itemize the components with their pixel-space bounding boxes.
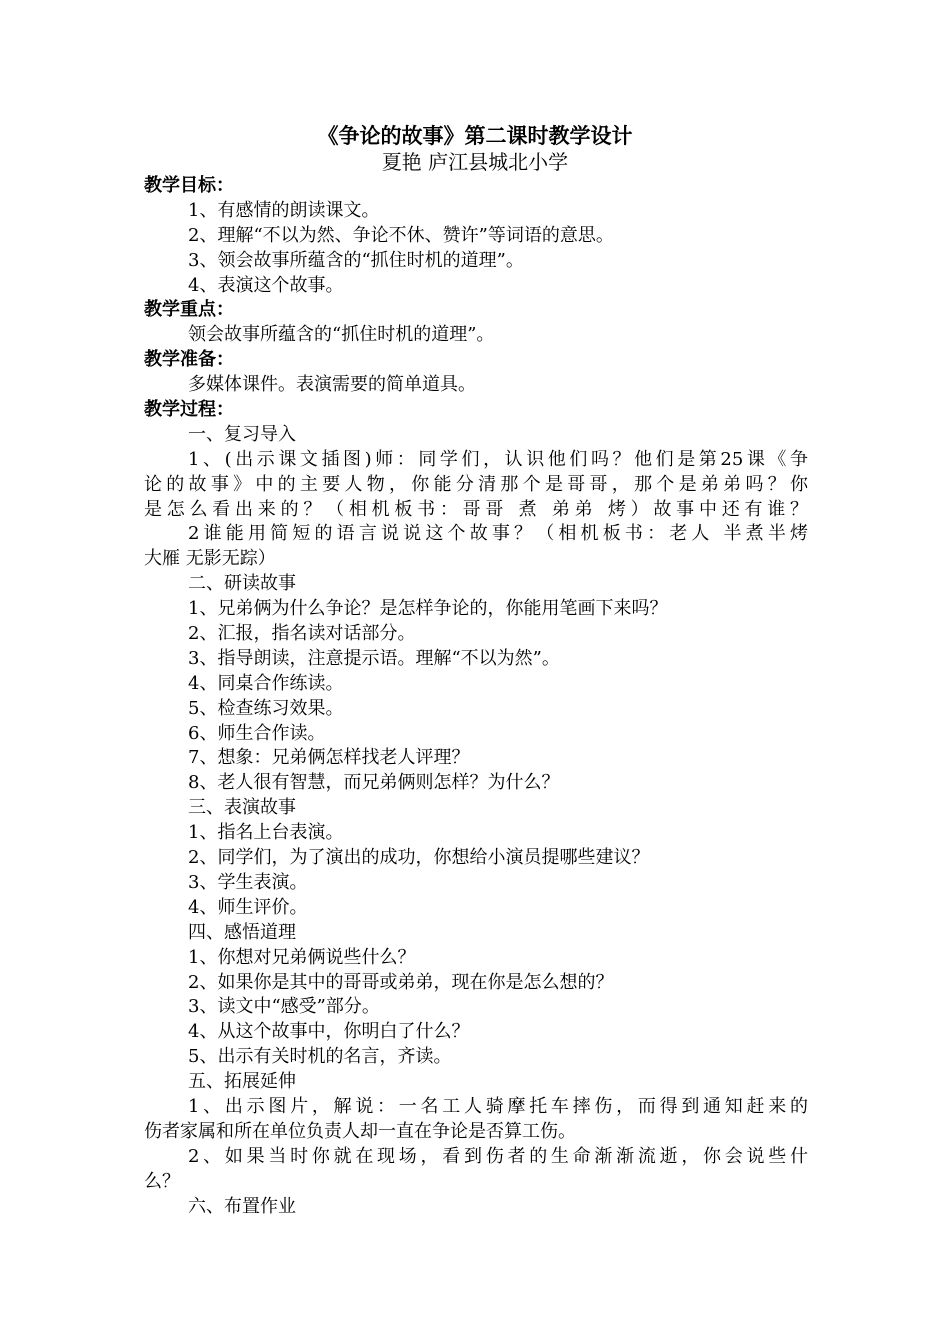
paragraph-line: 2谁能用简短的语言说说这个故事？（相机板书：老人 半煮半烤 [188,523,808,545]
step-item: 2、同学们，为了演出的成功，你想给小演员提哪些建议？ [188,847,650,869]
prep-text: 多媒体课件。表演需要的简单道具。 [188,374,476,396]
step-title: 四、感悟道理 [188,921,296,943]
step-item: 4、师生评价。 [188,896,308,918]
step-item: 6、师生合作读。 [188,722,326,744]
objective-item: 3、领会故事所蕴含的“抓住时机的道理”。 [188,249,524,271]
step-item: 1、指名上台表演。 [188,822,344,844]
step-item: 1、你想对兄弟俩说些什么？ [188,946,416,968]
step-item: 7、想象：兄弟俩怎样找老人评理？ [188,747,470,769]
step-title: 五、拓展延伸 [188,1071,296,1093]
process-heading: 教学过程： [144,399,234,421]
focus-text: 领会故事所蕴含的“抓住时机的道理”。 [188,324,495,346]
objective-item: 4、表演这个故事。 [188,274,344,296]
step-title: 二、研读故事 [188,573,296,595]
step-item: 2、如果你是其中的哥哥或弟弟，现在你是怎么想的？ [188,971,614,993]
step-item: 3、读文中“感受”部分。 [188,996,380,1018]
focus-heading: 教学重点： [144,299,234,321]
step-title: 六、布置作业 [188,1195,296,1217]
paragraph-line: 1、(出示课文插图)师：同学们，认识他们吗？他们是第25课《争 [188,448,808,470]
step-item: 4、从这个故事中，你明白了什么？ [188,1021,470,1043]
document-body [144,174,808,1219]
paragraph-line: 1、出示图片，解说：一名工人骑摩托车摔伤，而得到通知赶来的 [188,1095,808,1117]
step-item: 5、检查练习效果。 [188,697,344,719]
step-item: 3、学生表演。 [188,871,308,893]
paragraph-line: 么？ [144,1170,180,1192]
document-title: 《争论的故事》第二课时教学设计 [317,123,633,148]
step-item: 1、兄弟俩为什么争论？是怎样争论的，你能用笔画下来吗？ [188,598,668,620]
step-item: 5、出示有关时机的名言，齐读。 [188,1046,452,1068]
objective-item: 2、理解“不以为然、争论不休、赞许”等词语的意思。 [188,224,614,246]
objective-item: 1、有感情的朗读课文。 [188,199,380,221]
prep-heading: 教学准备： [144,349,234,371]
step-title: 一、复习导入 [188,423,296,445]
paragraph-line: 是怎么看出来的？（相机板书：哥哥 煮 弟弟 烤）故事中还有谁？ [144,498,808,520]
step-item: 8、老人很有智慧，而兄弟俩则怎样？为什么？ [188,772,560,794]
step-item: 4、同桌合作练读。 [188,672,344,694]
objectives-heading: 教学目标： [144,175,234,196]
paragraph-line: 大雁 无影无踪） [144,548,276,570]
paragraph-line: 论的故事》中的主要人物，你能分清那个是哥哥，那个是弟弟吗？你 [144,473,808,495]
step-title: 三、表演故事 [188,797,296,819]
paragraph-line: 伤者家属和所在单位负责人却一直在争论是否算工伤。 [144,1120,576,1142]
step-item: 2、汇报，指名读对话部分。 [188,623,416,645]
paragraph-line: 2、如果当时你就在现场，看到伤者的生命渐渐流逝，你会说些什 [188,1145,808,1167]
step-item: 3、指导朗读，注意提示语。理解“不以为然”。 [188,647,560,669]
author-line: 夏艳 庐江县城北小学 [381,150,569,174]
